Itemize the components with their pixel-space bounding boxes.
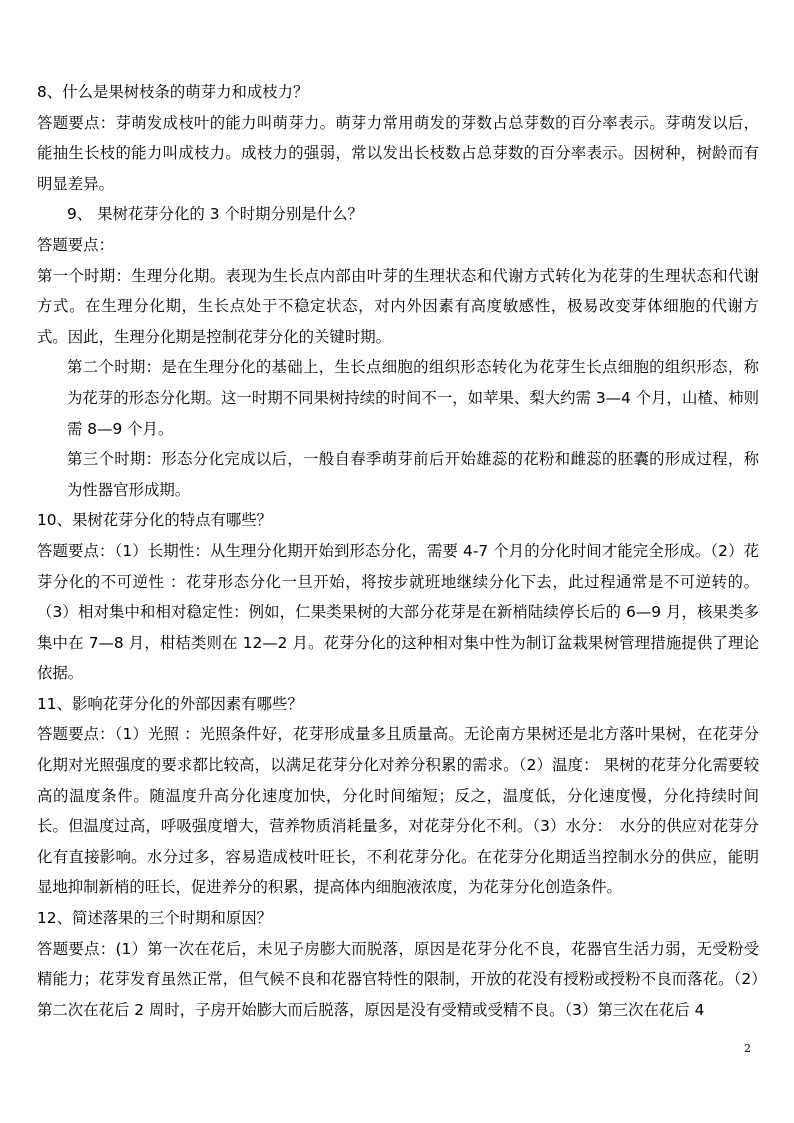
question-10-answer: 答题要点：（1）长期性：从生理分化期开始到形态分化，需要 4-7 个月的分化时间才能完全形成。（2）花芽分化的不可逆性 ：花芽形态分化一旦开始，将按步就班地继续分化下去，此过程通常是不可逆转的。（3）相对集中和相对稳定性：例如，仁果类果树的大部分花芽是在新梢陆续停长后的 6—9 月，核果类多集中在 7—8 月，柑桔类则在 12—2 月。花芽分化的这种相对集中性为制订盆栽果树管理措施提供了理论依据。 [37,541,759,683]
question-9-period-2: 第二个时期：是在生理分化的基础上，生长点细胞的组织形态转化为花芽生长点细胞的组织形态，称为花芽的形态分化期。这一时期不同果树持续的时间不一，如苹果、梨大约需 3—4 个月，山楂、柿则需 8—9 个月。 [67,358,759,438]
question-9-title: 9、 果树花芽分化的 3 个时期分别是什么？ [67,205,363,224]
page-number: 2 [744,1042,751,1055]
document-body [37,77,759,1025]
question-11-title: 11、影响花芽分化的外部因素有哪些？ [37,694,303,713]
question-12-title: 12、简述落果的三个时期和原因？ [37,909,273,928]
question-10-title: 10、果树花芽分化的特点有哪些？ [37,511,273,530]
question-9-answer-label: 答题要点： [37,235,114,254]
question-9-period-3: 第三个时期：形态分化完成以后，一般自春季萌芽前后开始雄蕊的花粉和雌蕊的胚囊的形成过程，称为性器官形成期。 [67,450,759,499]
question-8-title: 8、什么是果树枝条的萌芽力和成枝力？ [37,83,309,101]
question-11-answer: 答题要点：（1）光照 ：光照条件好，花芽形成量多且质量高。无论南方果树还是北方落叶果树，在花芽分化期对光照强度的要求都比较高，以满足花芽分化对养分积累的需求。（2）温度： 果树的花芽分化需要较高的温度条件。随温度升高分化速度加快，分化时间缩短；反之，温度低，分化速度慢，分化持续时间长。但温度过高，呼吸强度增大，营养物质消耗量多，对花芽分化不利。（3）水分： 水分的供应对花芽分化有直接影响。水分过多，容易造成枝叶旺长，不利花芽分化。在花芽分化期适当控制水分的供应，能明显地抑制新梢的旺长，促进养分的积累，提高体内细胞液浓度，为花芽分化创造条件。 [37,725,759,897]
question-9-period-1: 第一个时期：生理分化期。表现为生长点内部由叶芽的生理状态和代谢方式转化为花芽的生理状态和代谢方式。在生理分化期，生长点处于不稳定状态，对内外因素有高度敏感性，极易改变芽体细胞的代谢方式。因此，生理分化期是控制花芽分化的关键时期。 [37,266,759,346]
question-8-answer: 答题要点：芽萌发成枝叶的能力叫萌芽力。萌芽力常用萌发的芽数占总芽数的百分率表示。芽萌发以后，能抽生长枝的能力叫成枝力。成枝力的强弱，常以发出长枝数占总芽数的百分率表示。因树种，树龄而有明显差异。 [37,113,759,193]
question-12-answer: 答题要点：(1）第一次在花后，未见子房膨大而脱落，原因是花芽分化不良，花器官生活力弱，无受粉受精能力；花芽发育虽然正常，但气候不良和花器官特性的限制，开放的花没有授粉或授粉不良而落花。（2）第二次在花后 2 周时，子房开始膨大而后脱落，原因是没有受精或受精不良。（3）第三次在花后 4 [37,939,759,1019]
